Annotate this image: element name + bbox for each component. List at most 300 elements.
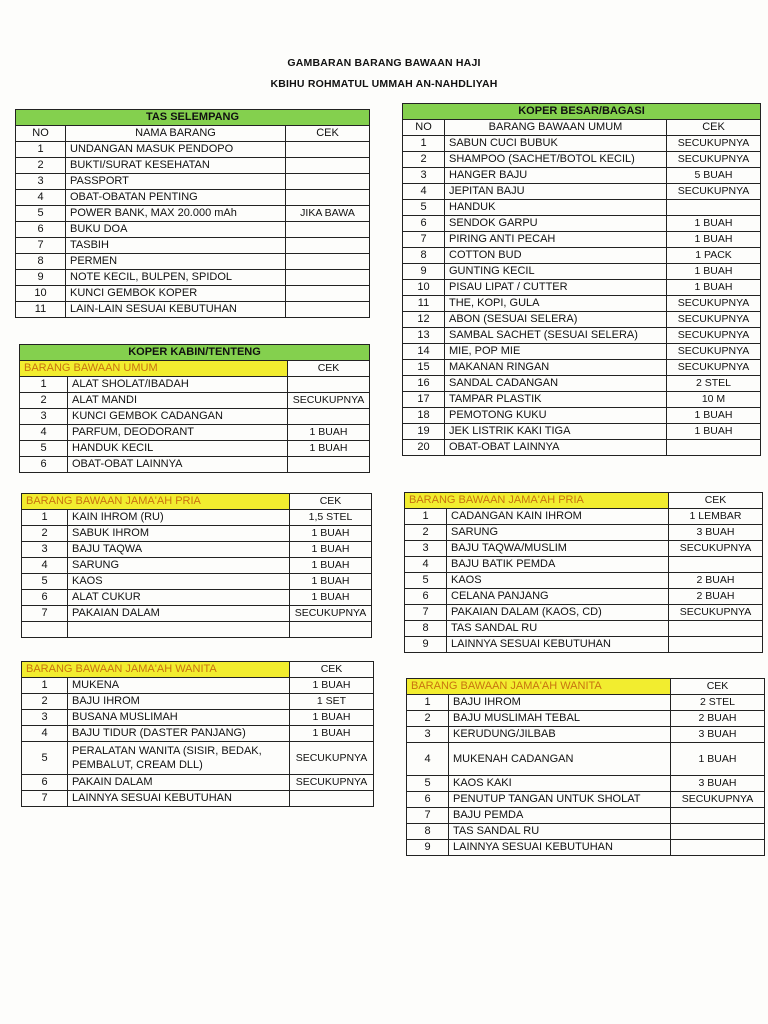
item-name: HANDUK KECIL — [68, 441, 288, 457]
item-name: BUKU DOA — [66, 222, 286, 238]
item-name: GUNTING KECIL — [445, 264, 667, 280]
table-row — [405, 541, 763, 557]
table-row — [22, 742, 374, 775]
row-number: 2 — [16, 158, 66, 174]
row-number: 1 — [20, 377, 68, 393]
table-row — [405, 525, 763, 541]
table-row — [403, 408, 761, 424]
table-row — [16, 286, 370, 302]
item-check: 1 BUAH — [667, 424, 761, 440]
item-check: SECUKUPNYA — [288, 393, 370, 409]
item-check: SECUKUPNYA — [290, 742, 374, 775]
row-number: 18 — [403, 408, 445, 424]
row-number: 8 — [403, 248, 445, 264]
row-number: 2 — [407, 711, 449, 727]
item-check: 1 BUAH — [288, 425, 370, 441]
table-row — [22, 694, 374, 710]
item-check: SECUKUPNYA — [669, 541, 763, 557]
table-subtitle: BARANG BAWAAN UMUM — [20, 361, 288, 377]
row-number: 17 — [403, 392, 445, 408]
item-check: 2 BUAH — [669, 589, 763, 605]
item-name: KERUDUNG/JILBAB — [449, 727, 671, 743]
item-check: SECUKUPNYA — [671, 792, 765, 808]
item-check — [667, 200, 761, 216]
item-name: ALAT MANDI — [68, 393, 288, 409]
column-header-name: BARANG BAWAAN UMUM — [445, 120, 667, 136]
item-check — [290, 622, 372, 638]
row-number: 6 — [403, 216, 445, 232]
table-row — [403, 264, 761, 280]
table-kabin-pria — [21, 493, 372, 638]
table-besar-wanita — [406, 678, 765, 856]
item-check: 1 BUAH — [667, 216, 761, 232]
item-name: KAOS — [447, 573, 669, 589]
item-name: SAMBAL SACHET (SESUAI SELERA) — [445, 328, 667, 344]
item-check: SECUKUPNYA — [290, 606, 372, 622]
row-number: 2 — [22, 526, 68, 542]
item-name: MAKANAN RINGAN — [445, 360, 667, 376]
item-name: ALAT SHOLAT/IBADAH — [68, 377, 288, 393]
item-name: JEK LISTRIK KAKI TIGA — [445, 424, 667, 440]
item-check: 1 BUAH — [667, 232, 761, 248]
table-row — [16, 206, 370, 222]
table-row — [16, 190, 370, 206]
row-number: 7 — [405, 605, 447, 621]
row-number: 8 — [407, 824, 449, 840]
table-koper-kabin — [19, 344, 370, 473]
table-row — [407, 727, 765, 743]
row-number: 8 — [405, 621, 447, 637]
table-row — [22, 526, 372, 542]
row-number: 6 — [20, 457, 68, 473]
table-row — [16, 270, 370, 286]
item-name: BAJU IHROM — [449, 695, 671, 711]
row-number: 7 — [403, 232, 445, 248]
row-number: 7 — [407, 808, 449, 824]
row-number: 8 — [16, 254, 66, 270]
table-row — [22, 590, 372, 606]
table-row — [403, 184, 761, 200]
table-title: TAS SELEMPANG — [16, 110, 370, 126]
item-name: POWER BANK, MAX 20.000 mAh — [66, 206, 286, 222]
table-row — [403, 424, 761, 440]
item-name: MUKENAH CADANGAN — [449, 743, 671, 776]
table-row — [407, 776, 765, 792]
item-name: LAIN-LAIN SESUAI KEBUTUHAN — [66, 302, 286, 318]
item-check: 1 BUAH — [290, 726, 374, 742]
row-number: 5 — [22, 574, 68, 590]
table-row — [407, 840, 765, 856]
table-row — [403, 152, 761, 168]
item-name: KAOS — [68, 574, 290, 590]
item-name: LAINNYA SESUAI KEBUTUHAN — [449, 840, 671, 856]
table-row — [20, 425, 370, 441]
column-header-cek: CEK — [671, 679, 765, 695]
item-name: PIRING ANTI PECAH — [445, 232, 667, 248]
item-check: 1 LEMBAR — [669, 509, 763, 525]
table-row — [16, 174, 370, 190]
item-name: PAKAIN DALAM — [68, 775, 290, 791]
item-check — [288, 409, 370, 425]
item-name: KUNCI GEMBOK CADANGAN — [68, 409, 288, 425]
table-row — [403, 216, 761, 232]
row-number: 4 — [405, 557, 447, 573]
row-number: 7 — [22, 606, 68, 622]
column-header-cek: CEK — [288, 361, 370, 377]
item-check: 1 BUAH — [667, 280, 761, 296]
row-number: 5 — [403, 200, 445, 216]
table-row — [403, 232, 761, 248]
row-number: 10 — [403, 280, 445, 296]
table-row — [403, 136, 761, 152]
item-name — [68, 622, 290, 638]
row-number: 3 — [22, 542, 68, 558]
row-number: 10 — [16, 286, 66, 302]
item-check: 1 BUAH — [288, 441, 370, 457]
item-check — [671, 808, 765, 824]
item-name: KAIN IHROM (RU) — [68, 510, 290, 526]
item-check: 1 BUAH — [290, 526, 372, 542]
item-name: BAJU PEMDA — [449, 808, 671, 824]
row-number: 1 — [22, 510, 68, 526]
item-name: PEMOTONG KUKU — [445, 408, 667, 424]
table-row — [407, 824, 765, 840]
item-check — [286, 142, 370, 158]
row-number: 3 — [407, 727, 449, 743]
row-number: 5 — [16, 206, 66, 222]
row-number: 13 — [403, 328, 445, 344]
item-name: KAOS KAKI — [449, 776, 671, 792]
item-name: BAJU IHROM — [68, 694, 290, 710]
row-number: 16 — [403, 376, 445, 392]
table-row — [403, 440, 761, 456]
item-name: LAINNYA SESUAI KEBUTUHAN — [447, 637, 669, 653]
item-check: SECUKUPNYA — [667, 328, 761, 344]
table-row — [403, 344, 761, 360]
table-row — [22, 606, 372, 622]
item-check: 1 BUAH — [671, 743, 765, 776]
table-row — [403, 328, 761, 344]
table-row — [22, 726, 374, 742]
item-check: 1 BUAH — [290, 678, 374, 694]
item-name: PAKAIAN DALAM — [68, 606, 290, 622]
row-number: 3 — [22, 710, 68, 726]
item-name: TASBIH — [66, 238, 286, 254]
item-name: CADANGAN KAIN IHROM — [447, 509, 669, 525]
item-name: BUKTI/SURAT KESEHATAN — [66, 158, 286, 174]
row-number: 1 — [407, 695, 449, 711]
item-name: SARUNG — [447, 525, 669, 541]
item-check: 3 BUAH — [671, 727, 765, 743]
item-check — [669, 637, 763, 653]
row-number: 6 — [22, 775, 68, 791]
column-header-cek: CEK — [290, 662, 374, 678]
table-title: KOPER BESAR/BAGASI — [403, 104, 761, 120]
row-number: 5 — [20, 441, 68, 457]
table-tas-selempang — [15, 109, 370, 318]
row-number: 3 — [16, 174, 66, 190]
item-name: SENDOK GARPU — [445, 216, 667, 232]
table-row — [20, 377, 370, 393]
item-name: BAJU MUSLIMAH TEBAL — [449, 711, 671, 727]
table-row — [403, 168, 761, 184]
table-row — [405, 573, 763, 589]
row-number: 4 — [20, 425, 68, 441]
row-number: 11 — [403, 296, 445, 312]
table-row — [22, 791, 374, 807]
row-number: 3 — [405, 541, 447, 557]
table-row — [22, 678, 374, 694]
item-check: 1,5 STEL — [290, 510, 372, 526]
row-number: 3 — [403, 168, 445, 184]
row-number: 1 — [405, 509, 447, 525]
item-name: PASSPORT — [66, 174, 286, 190]
column-header-cek: CEK — [667, 120, 761, 136]
row-number: 6 — [16, 222, 66, 238]
table-besar-pria — [404, 492, 763, 653]
row-number: 5 — [22, 742, 68, 775]
row-number: 4 — [22, 558, 68, 574]
item-name: CELANA PANJANG — [447, 589, 669, 605]
item-check: 1 BUAH — [290, 590, 372, 606]
column-header-no: NO — [403, 120, 445, 136]
table-row — [405, 637, 763, 653]
item-name: SABUN CUCI BUBUK — [445, 136, 667, 152]
row-number: 1 — [22, 678, 68, 694]
row-number: 3 — [20, 409, 68, 425]
table-row — [22, 710, 374, 726]
item-name: TAS SANDAL RU — [449, 824, 671, 840]
row-number: 9 — [16, 270, 66, 286]
item-name: THE, KOPI, GULA — [445, 296, 667, 312]
row-number — [22, 622, 68, 638]
item-name: NOTE KECIL, BULPEN, SPIDOL — [66, 270, 286, 286]
row-number: 6 — [405, 589, 447, 605]
item-name: LAINNYA SESUAI KEBUTUHAN — [68, 791, 290, 807]
item-name: HANDUK — [445, 200, 667, 216]
row-number: 1 — [16, 142, 66, 158]
table-row — [405, 557, 763, 573]
item-name: PERALATAN WANITA (SISIR, BEDAK, PEMBALUT, CREAM DLL) — [68, 742, 290, 775]
table-row — [405, 621, 763, 637]
table-title: BARANG BAWAAN JAMA'AH WANITA — [22, 662, 290, 678]
table-row — [405, 589, 763, 605]
table-row — [407, 743, 765, 776]
item-check: 1 BUAH — [290, 542, 372, 558]
item-name: ABON (SESUAI SELERA) — [445, 312, 667, 328]
item-check: 2 BUAH — [669, 573, 763, 589]
item-name: OBAT-OBAT LAINNYA — [445, 440, 667, 456]
row-number: 12 — [403, 312, 445, 328]
row-number: 14 — [403, 344, 445, 360]
row-number: 4 — [16, 190, 66, 206]
row-number: 5 — [405, 573, 447, 589]
item-check — [667, 440, 761, 456]
item-name: UNDANGAN MASUK PENDOPO — [66, 142, 286, 158]
item-check — [286, 222, 370, 238]
item-name: PERMEN — [66, 254, 286, 270]
item-name: COTTON BUD — [445, 248, 667, 264]
table-row — [403, 360, 761, 376]
item-check: SECUKUPNYA — [667, 312, 761, 328]
table-title: BARANG BAWAAN JAMA'AH PRIA — [22, 494, 290, 510]
table-row — [22, 622, 372, 638]
table-koper-besar — [402, 103, 761, 456]
table-row — [20, 393, 370, 409]
item-check: 1 BUAH — [290, 710, 374, 726]
table-row — [16, 158, 370, 174]
row-number: 4 — [22, 726, 68, 742]
item-check: SECUKUPNYA — [669, 605, 763, 621]
item-check: 10 M — [667, 392, 761, 408]
table-row — [16, 302, 370, 318]
item-check — [286, 238, 370, 254]
table-title: BARANG BAWAAN JAMA'AH WANITA — [407, 679, 671, 695]
table-row — [403, 248, 761, 264]
table-row — [20, 409, 370, 425]
row-number: 4 — [403, 184, 445, 200]
column-header-name: NAMA BARANG — [66, 126, 286, 142]
table-title: BARANG BAWAAN JAMA'AH PRIA — [405, 493, 669, 509]
item-check — [286, 286, 370, 302]
item-name: TAS SANDAL RU — [447, 621, 669, 637]
item-check: SECUKUPNYA — [667, 360, 761, 376]
item-name: TAMPAR PLASTIK — [445, 392, 667, 408]
row-number: 6 — [22, 590, 68, 606]
item-name: PISAU LIPAT / CUTTER — [445, 280, 667, 296]
table-row — [20, 457, 370, 473]
table-row — [407, 695, 765, 711]
table-row — [16, 254, 370, 270]
table-row — [403, 376, 761, 392]
row-number: 11 — [16, 302, 66, 318]
item-name: OBAT-OBAT LAINNYA — [68, 457, 288, 473]
item-name: PARFUM, DEODORANT — [68, 425, 288, 441]
row-number: 2 — [20, 393, 68, 409]
item-name: ALAT CUKUR — [68, 590, 290, 606]
table-row — [405, 509, 763, 525]
column-header-cek: CEK — [669, 493, 763, 509]
table-row — [22, 542, 372, 558]
item-check — [286, 302, 370, 318]
item-check — [286, 190, 370, 206]
row-number: 20 — [403, 440, 445, 456]
row-number: 2 — [22, 694, 68, 710]
item-check: 3 BUAH — [671, 776, 765, 792]
item-check — [671, 824, 765, 840]
row-number: 2 — [405, 525, 447, 541]
item-check — [286, 270, 370, 286]
item-name: PENUTUP TANGAN UNTUK SHOLAT — [449, 792, 671, 808]
item-name: HANGER BAJU — [445, 168, 667, 184]
table-row — [16, 142, 370, 158]
item-check: 1 BUAH — [667, 408, 761, 424]
item-check: 3 BUAH — [669, 525, 763, 541]
row-number: 9 — [407, 840, 449, 856]
item-name: SABUK IHROM — [68, 526, 290, 542]
item-name: BAJU TAQWA/MUSLIM — [447, 541, 669, 557]
item-name: BUSANA MUSLIMAH — [68, 710, 290, 726]
item-check: 2 STEL — [667, 376, 761, 392]
row-number: 1 — [403, 136, 445, 152]
item-name: OBAT-OBATAN PENTING — [66, 190, 286, 206]
item-check: 2 BUAH — [671, 711, 765, 727]
row-number: 2 — [403, 152, 445, 168]
table-row — [20, 441, 370, 457]
item-check: 2 STEL — [671, 695, 765, 711]
item-name: SARUNG — [68, 558, 290, 574]
column-header-cek: CEK — [286, 126, 370, 142]
row-number: 19 — [403, 424, 445, 440]
table-row — [407, 808, 765, 824]
row-number: 5 — [407, 776, 449, 792]
item-check: 5 BUAH — [667, 168, 761, 184]
item-check: SECUKUPNYA — [667, 136, 761, 152]
table-row — [403, 392, 761, 408]
item-name: KUNCI GEMBOK KOPER — [66, 286, 286, 302]
item-name: BAJU BATIK PEMDA — [447, 557, 669, 573]
item-name: MUKENA — [68, 678, 290, 694]
row-number: 9 — [405, 637, 447, 653]
table-row — [16, 238, 370, 254]
item-check: SECUKUPNYA — [667, 184, 761, 200]
item-check — [671, 840, 765, 856]
item-check — [669, 557, 763, 573]
item-name: PAKAIAN DALAM (KAOS, CD) — [447, 605, 669, 621]
item-check: 1 SET — [290, 694, 374, 710]
item-check — [290, 791, 374, 807]
row-number: 6 — [407, 792, 449, 808]
item-name: MIE, POP MIE — [445, 344, 667, 360]
table-row — [22, 558, 372, 574]
item-check: 1 PACK — [667, 248, 761, 264]
table-row — [22, 510, 372, 526]
item-check: SECUKUPNYA — [290, 775, 374, 791]
item-check — [288, 377, 370, 393]
table-row — [407, 792, 765, 808]
item-check: SECUKUPNYA — [667, 152, 761, 168]
item-check — [286, 254, 370, 270]
table-row — [16, 222, 370, 238]
item-name: BAJU TIDUR (DASTER PANJANG) — [68, 726, 290, 742]
item-check: 1 BUAH — [290, 574, 372, 590]
item-name: BAJU TAQWA — [68, 542, 290, 558]
table-row — [403, 296, 761, 312]
document-subtitle: KBIHU ROHMATUL UMMAH AN-NAHDLIYAH — [270, 78, 498, 90]
column-header-cek: CEK — [290, 494, 372, 510]
table-row — [403, 200, 761, 216]
row-number: 7 — [22, 791, 68, 807]
table-row — [403, 312, 761, 328]
table-row — [405, 605, 763, 621]
item-check — [286, 158, 370, 174]
table-title: KOPER KABIN/TENTENG — [20, 345, 370, 361]
item-check — [669, 621, 763, 637]
column-header-no: NO — [16, 126, 66, 142]
table-kabin-wanita — [21, 661, 374, 807]
item-name: SHAMPOO (SACHET/BOTOL KECIL) — [445, 152, 667, 168]
table-row — [22, 574, 372, 590]
item-name: SANDAL CADANGAN — [445, 376, 667, 392]
table-row — [407, 711, 765, 727]
document-title: GAMBARAN BARANG BAWAAN HAJI — [287, 57, 481, 69]
item-check: 1 BUAH — [667, 264, 761, 280]
row-number: 15 — [403, 360, 445, 376]
row-number: 4 — [407, 743, 449, 776]
item-check: SECUKUPNYA — [667, 296, 761, 312]
row-number: 9 — [403, 264, 445, 280]
item-check: 1 BUAH — [290, 558, 372, 574]
